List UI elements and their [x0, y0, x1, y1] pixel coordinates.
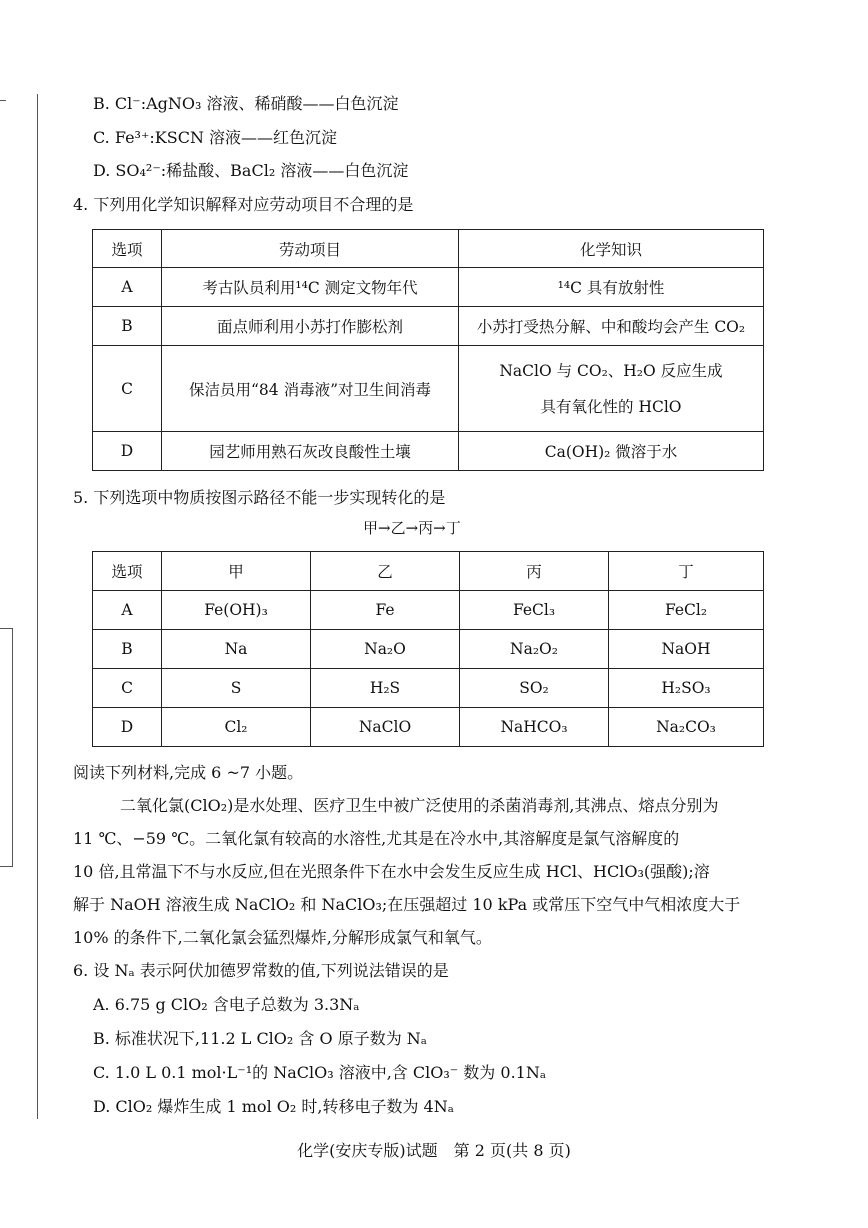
q5-header: 丙: [460, 552, 609, 591]
q5-cell: S: [162, 669, 311, 708]
q4-row-knowledge: ¹⁴C 具有放射性: [459, 268, 764, 307]
q5-path: 甲→乙→丙→丁: [363, 519, 461, 537]
q4-header-knowledge: 化学知识: [459, 230, 764, 268]
q5-cell: Na₂O₂: [460, 630, 609, 669]
q4-row-knowledge-2: 具有氧化性的 HClO: [540, 397, 682, 416]
q5-header: 选项: [93, 552, 162, 591]
q4-header-project: 劳动项目: [162, 230, 459, 268]
q5-cell: Fe(OH)₃: [162, 591, 311, 630]
q4-header-option: 选项: [93, 230, 162, 268]
q5-cell: Na₂O: [311, 630, 460, 669]
q5-cell: Fe: [311, 591, 460, 630]
q3-option-c: C. Fe³⁺:KSCN 溶液——红色沉淀: [93, 128, 338, 147]
q4-row-option: A: [93, 268, 162, 307]
q6-option-a: A. 6.75 g ClO₂ 含电子总数为 3.3Nₐ: [93, 995, 360, 1014]
q4-row-option: C: [93, 346, 162, 432]
q6-option-d: D. ClO₂ 爆炸生成 1 mol O₂ 时,转移电子数为 4Nₐ: [93, 1097, 454, 1116]
q5-cell: C: [93, 669, 162, 708]
reading-line-1: 二氧化氯(ClO₂)是水处理、医疗卫生中被广泛使用的杀菌消毒剂,其沸点、熔点分别为: [120, 796, 719, 815]
q5-cell: Na₂CO₃: [609, 708, 764, 747]
q4-stem: 4. 下列用化学知识解释对应劳动项目不合理的是: [73, 195, 414, 214]
q5-cell: Na: [162, 630, 311, 669]
q4-row-knowledge: Ca(OH)₂ 微溶于水: [459, 432, 764, 471]
q4-row-knowledge-cell: [459, 346, 764, 432]
binding-box: [0, 628, 13, 867]
q4-row-project: 考古队员利用¹⁴C 测定文物年代: [162, 268, 459, 307]
q5-cell: B: [93, 630, 162, 669]
q5-cell: NaHCO₃: [460, 708, 609, 747]
q3-option-b: B. Cl⁻:AgNO₃ 溶液、稀硝酸——白色沉淀: [93, 94, 399, 113]
q5-cell: NaClO: [311, 708, 460, 747]
reading-line-2: 11 ℃、−59 ℃。二氧化氯有较高的水溶性,尤其是在冷水中,其溶解度是氯气溶解度的: [73, 829, 680, 848]
reading-line-3: 10 倍,且常温下不与水反应,但在光照条件下在水中会发生反应生成 HCl、HClO₃(强酸);溶: [73, 862, 710, 881]
q5-cell: H₂S: [311, 669, 460, 708]
reading-line-5: 10% 的条件下,二氧化氯会猛烈爆炸,分解形成氯气和氧气。: [73, 928, 492, 947]
q4-row-option: D: [93, 432, 162, 471]
q5-header: 乙: [311, 552, 460, 591]
q6-stem: 6. 设 Nₐ 表示阿伏加德罗常数的值,下列说法错误的是: [73, 961, 449, 980]
binding-line: [37, 94, 38, 1119]
reading-intro: 阅读下列材料,完成 6 ~7 小题。: [73, 763, 304, 782]
q4-table: [92, 229, 764, 471]
q5-header: 甲: [162, 552, 311, 591]
q4-row-project: 园艺师用熟石灰改良酸性土壤: [162, 432, 459, 471]
q3-option-d: D. SO₄²⁻:稀盐酸、BaCl₂ 溶液——白色沉淀: [93, 161, 409, 180]
page-footer: 化学(安庆专版)试题 第 2 页(共 8 页): [297, 1141, 571, 1160]
q5-cell: Cl₂: [162, 708, 311, 747]
q5-cell: D: [93, 708, 162, 747]
q6-option-c: C. 1.0 L 0.1 mol·L⁻¹的 NaClO₃ 溶液中,含 ClO₃⁻ 数为 0.1Nₐ: [93, 1063, 547, 1082]
q5-cell: SO₂: [460, 669, 609, 708]
reading-line-4: 解于 NaOH 溶液生成 NaClO₂ 和 NaClO₃;在压强超过 10 kPa 或常压下空气中气相浓度大于: [73, 895, 741, 914]
binding-tick: [0, 100, 6, 101]
q6-option-b: B. 标准状况下,11.2 L ClO₂ 含 O 原子数为 Nₐ: [93, 1029, 427, 1048]
q5-cell: NaOH: [609, 630, 764, 669]
q5-table: [92, 551, 764, 747]
q5-stem: 5. 下列选项中物质按图示路径不能一步实现转化的是: [73, 488, 446, 507]
q4-row-project: 面点师利用小苏打作膨松剂: [162, 307, 459, 346]
q5-cell: FeCl₃: [460, 591, 609, 630]
q4-row-option: B: [93, 307, 162, 346]
q5-header: 丁: [609, 552, 764, 591]
q4-row-knowledge: NaClO 与 CO₂、H₂O 反应生成: [499, 361, 723, 380]
q4-row-knowledge: 小苏打受热分解、中和酸均会产生 CO₂: [459, 307, 764, 346]
q5-cell: H₂SO₃: [609, 669, 764, 708]
q4-row-project: 保洁员用“84 消毒液”对卫生间消毒: [162, 346, 459, 432]
q5-cell: A: [93, 591, 162, 630]
q5-cell: FeCl₂: [609, 591, 764, 630]
